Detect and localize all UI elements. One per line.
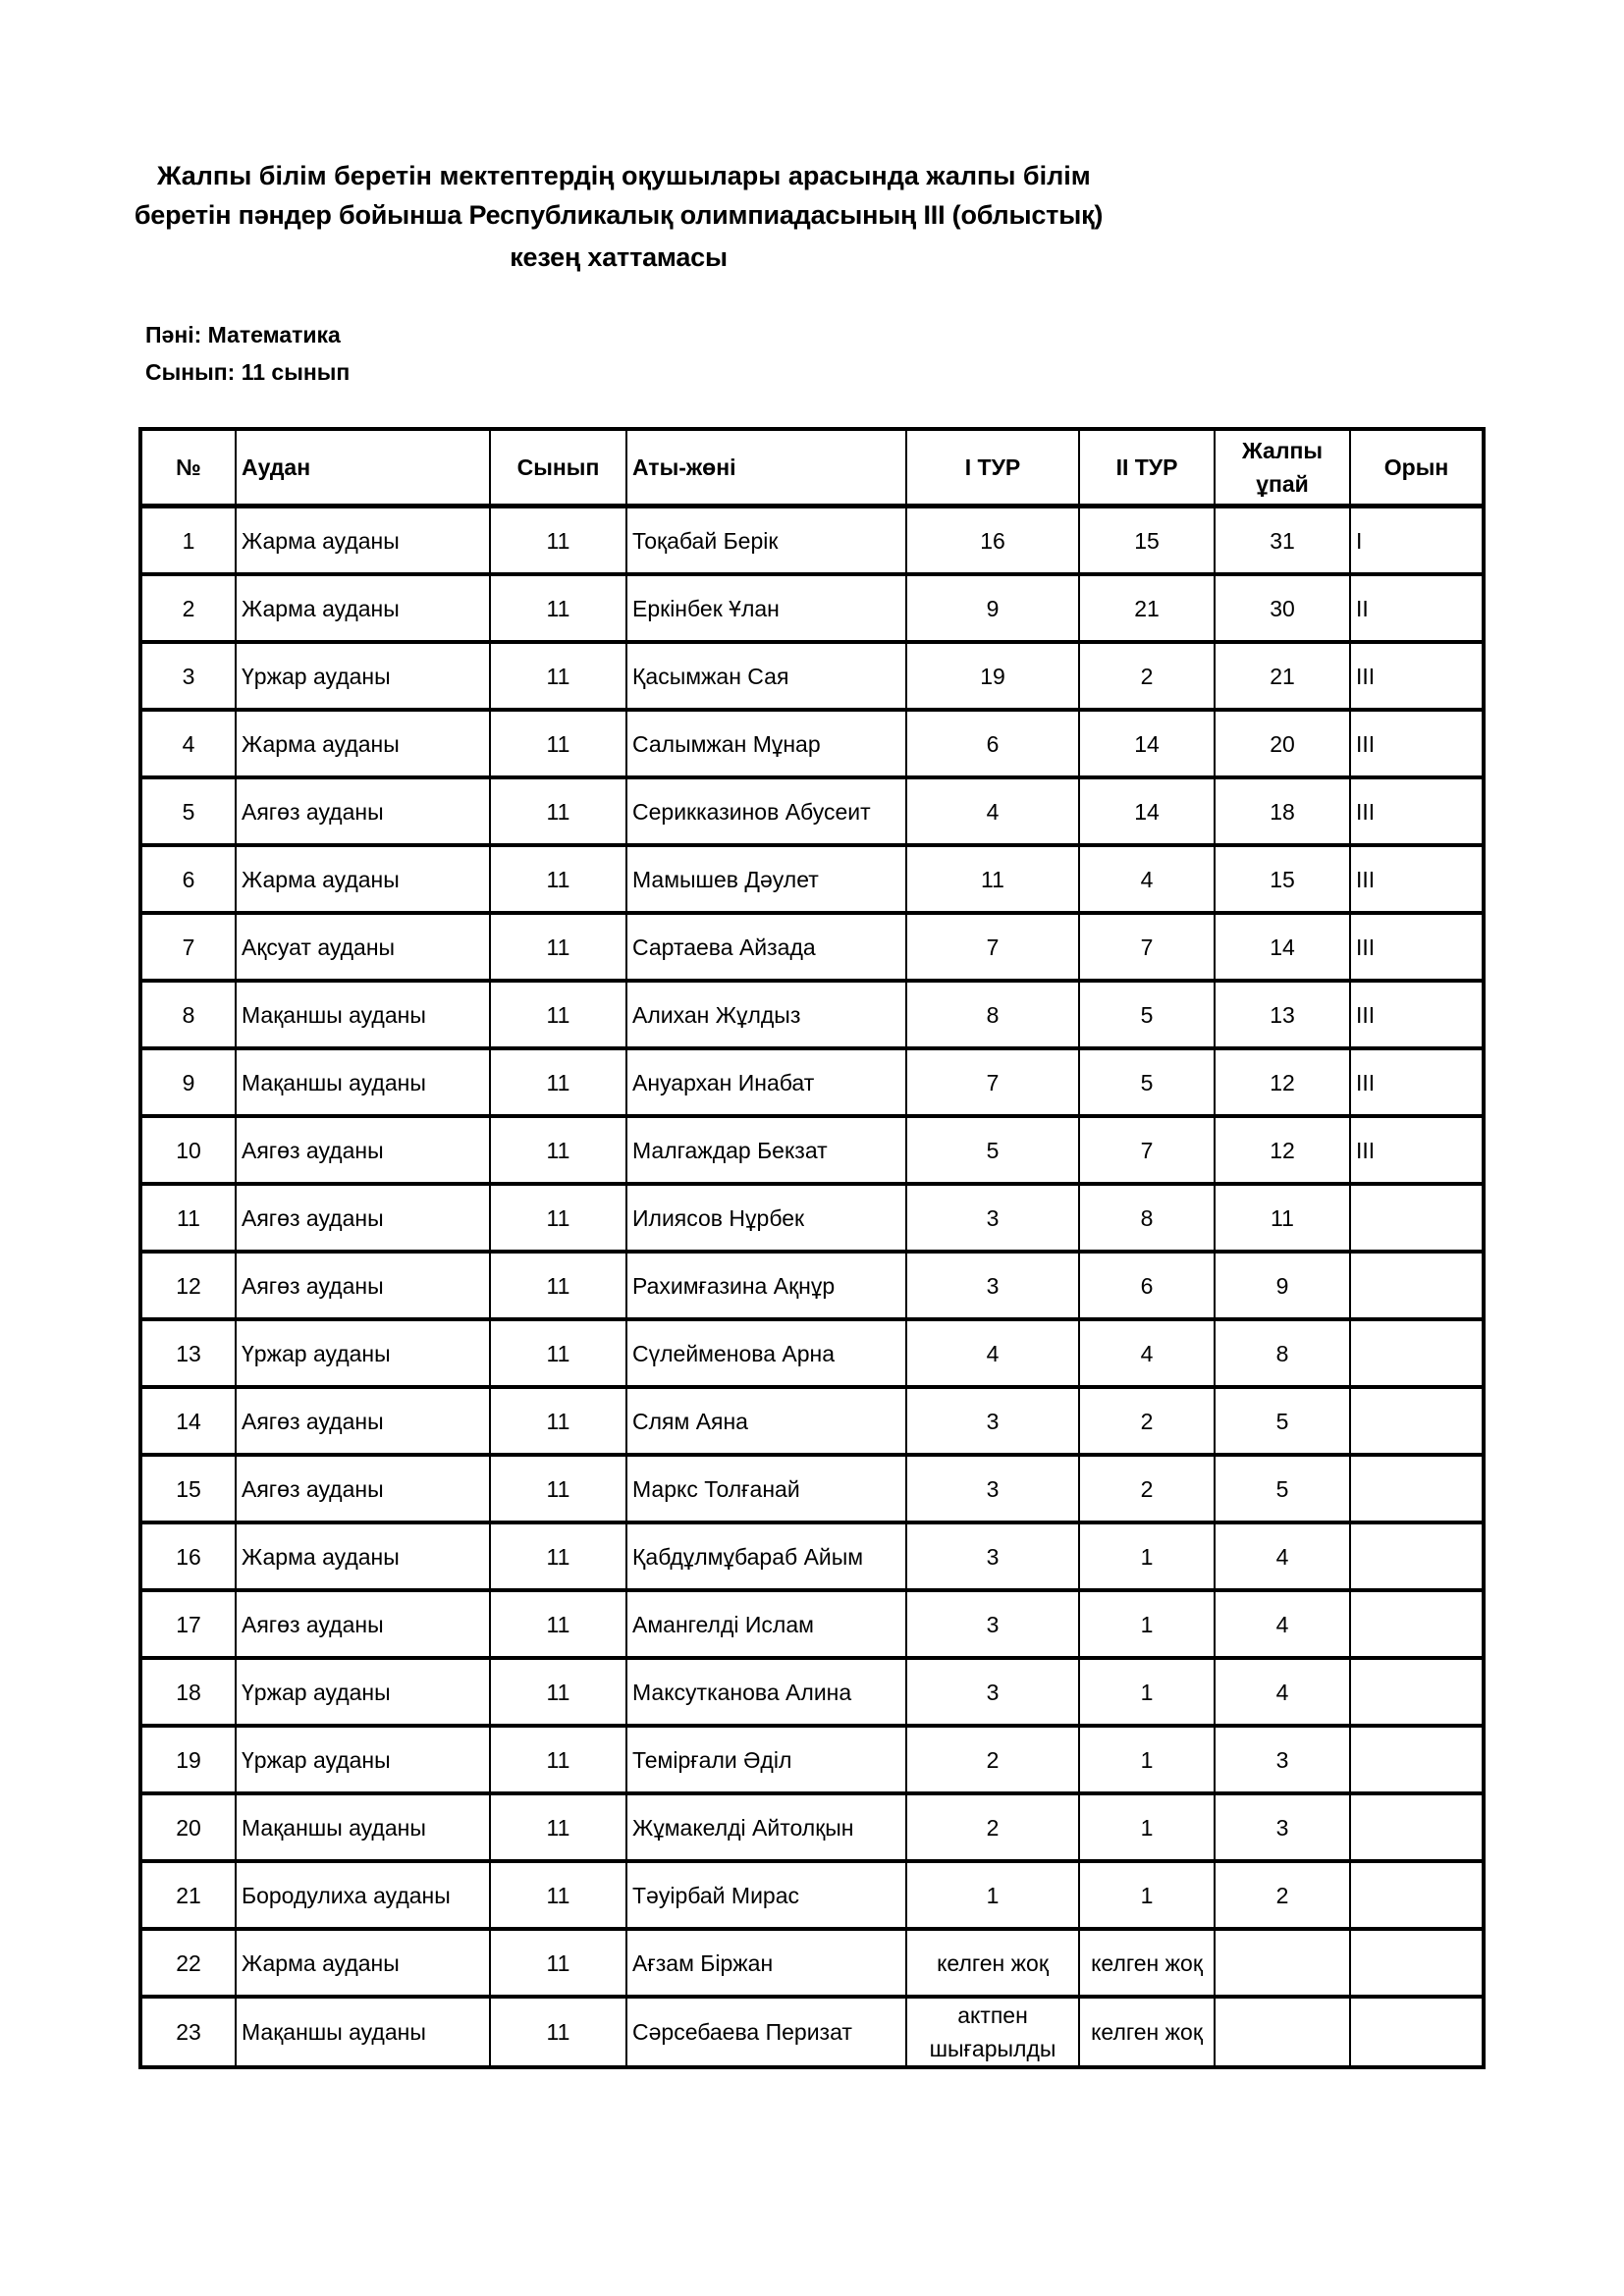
cell-tour1: 2 xyxy=(906,1726,1079,1793)
cell-place: III xyxy=(1350,642,1484,710)
cut-off-title-text: Жалпы білім беретін мектептердің оқушылары арасында жалпы білім xyxy=(157,161,1091,190)
cell-tour2: 1 xyxy=(1079,1793,1215,1861)
table-row xyxy=(140,710,1484,777)
cell-tour2: 2 xyxy=(1079,642,1215,710)
cell-grade: 11 xyxy=(490,1861,626,1929)
cell-tour1: 3 xyxy=(906,1387,1079,1455)
cell-tour1: 19 xyxy=(906,642,1079,710)
cell-num: 7 xyxy=(140,913,236,981)
cell-tour2: 4 xyxy=(1079,1319,1215,1387)
cell-tour1: 7 xyxy=(906,1048,1079,1116)
cell-total xyxy=(1215,1929,1350,1997)
table-row xyxy=(140,1726,1484,1793)
cell-total: 4 xyxy=(1215,1590,1350,1658)
cell-tour2: келген жоқ xyxy=(1079,1929,1215,1997)
cell-total: 13 xyxy=(1215,981,1350,1048)
cell-district: Аягөз ауданы xyxy=(236,1184,490,1252)
cell-tour1: келген жоқ xyxy=(906,1929,1079,1997)
cell-tour1: 2 xyxy=(906,1793,1079,1861)
cell-grade: 11 xyxy=(490,710,626,777)
cell-name: Сүлейменова Арна xyxy=(626,1319,906,1387)
cell-place xyxy=(1350,1861,1484,1929)
cell-district: Мақаншы ауданы xyxy=(236,1048,490,1116)
cell-place xyxy=(1350,1184,1484,1252)
cell-name: Амангелді Ислам xyxy=(626,1590,906,1658)
cell-total: 12 xyxy=(1215,1048,1350,1116)
document-title-line-1: беретін пәндер бойынша Республикалық олимпиадасының ІІІ (облыстық) xyxy=(134,200,1104,230)
cell-place: III xyxy=(1350,710,1484,777)
cell-tour1: 6 xyxy=(906,710,1079,777)
table-row xyxy=(140,507,1484,575)
cell-place xyxy=(1350,1252,1484,1319)
cell-place: II xyxy=(1350,574,1484,642)
cell-name: Еркінбек Ұлан xyxy=(626,574,906,642)
cell-grade: 11 xyxy=(490,1387,626,1455)
cell-district: Мақаншы ауданы xyxy=(236,981,490,1048)
cell-total: 31 xyxy=(1215,507,1350,575)
cell-place xyxy=(1350,1793,1484,1861)
cell-district: Жарма ауданы xyxy=(236,574,490,642)
cell-district: Үржар ауданы xyxy=(236,1319,490,1387)
cell-tour2: 2 xyxy=(1079,1387,1215,1455)
cell-place xyxy=(1350,1726,1484,1793)
header-total: Жалпы ұпай xyxy=(1215,429,1350,507)
cell-district: Бородулиха ауданы xyxy=(236,1861,490,1929)
cell-name: Маркс Толғанай xyxy=(626,1455,906,1522)
cell-tour1: актпен шығарылды xyxy=(906,1997,1079,2067)
table-row xyxy=(140,981,1484,1048)
header-tour2: ІІ ТУР xyxy=(1079,429,1215,507)
cell-name: Мамышев Дәулет xyxy=(626,845,906,913)
cell-num: 18 xyxy=(140,1658,236,1726)
table-row xyxy=(140,913,1484,981)
cell-tour1: 8 xyxy=(906,981,1079,1048)
cell-district: Мақаншы ауданы xyxy=(236,1997,490,2067)
cell-num: 10 xyxy=(140,1116,236,1184)
cell-district: Жарма ауданы xyxy=(236,845,490,913)
cell-tour2: 7 xyxy=(1079,1116,1215,1184)
cell-num: 22 xyxy=(140,1929,236,1997)
cell-place xyxy=(1350,1387,1484,1455)
cell-num: 4 xyxy=(140,710,236,777)
cell-num: 16 xyxy=(140,1522,236,1590)
cell-tour1: 3 xyxy=(906,1522,1079,1590)
cell-grade: 11 xyxy=(490,1522,626,1590)
table-row xyxy=(140,1048,1484,1116)
cell-grade: 11 xyxy=(490,777,626,845)
cell-num: 19 xyxy=(140,1726,236,1793)
cell-tour2: 1 xyxy=(1079,1590,1215,1658)
cell-total: 4 xyxy=(1215,1658,1350,1726)
table-row xyxy=(140,777,1484,845)
cell-district: Аягөз ауданы xyxy=(236,1252,490,1319)
cell-tour1: 4 xyxy=(906,777,1079,845)
cell-total xyxy=(1215,1997,1350,2067)
cell-district: Аягөз ауданы xyxy=(236,1455,490,1522)
cell-total: 18 xyxy=(1215,777,1350,845)
cell-tour1: 1 xyxy=(906,1861,1079,1929)
cell-grade: 11 xyxy=(490,1590,626,1658)
table-row xyxy=(140,845,1484,913)
cell-grade: 11 xyxy=(490,1997,626,2067)
cell-place xyxy=(1350,1319,1484,1387)
cell-total: 5 xyxy=(1215,1455,1350,1522)
cell-tour1: 3 xyxy=(906,1455,1079,1522)
cell-name: Сәрсебаева Перизат xyxy=(626,1997,906,2067)
cell-num: 1 xyxy=(140,507,236,575)
cell-num: 5 xyxy=(140,777,236,845)
cell-tour2: 5 xyxy=(1079,981,1215,1048)
cell-tour2: келген жоқ xyxy=(1079,1997,1215,2067)
cell-num: 13 xyxy=(140,1319,236,1387)
cell-name: Слям Аяна xyxy=(626,1387,906,1455)
header-district: Аудан xyxy=(236,429,490,507)
cell-total: 11 xyxy=(1215,1184,1350,1252)
cell-name: Сартаева Айзада xyxy=(626,913,906,981)
document-title-line-2: кезең хаттамасы xyxy=(510,242,728,272)
cell-name: Қабдұлмұбараб Айым xyxy=(626,1522,906,1590)
cell-grade: 11 xyxy=(490,1658,626,1726)
cell-district: Жарма ауданы xyxy=(236,710,490,777)
cell-grade: 11 xyxy=(490,1252,626,1319)
cell-name: Ануархан Инабат xyxy=(626,1048,906,1116)
cell-place xyxy=(1350,1455,1484,1522)
cell-tour2: 21 xyxy=(1079,574,1215,642)
cell-total: 5 xyxy=(1215,1387,1350,1455)
table-row xyxy=(140,1929,1484,1997)
cell-tour2: 6 xyxy=(1079,1252,1215,1319)
cell-district: Жарма ауданы xyxy=(236,1522,490,1590)
cell-num: 15 xyxy=(140,1455,236,1522)
table-header-row xyxy=(140,429,1484,507)
header-num: № xyxy=(140,429,236,507)
cell-name: Ағзам Біржан xyxy=(626,1929,906,1997)
cell-tour2: 8 xyxy=(1079,1184,1215,1252)
cell-total: 3 xyxy=(1215,1793,1350,1861)
cell-place xyxy=(1350,1997,1484,2067)
cell-total: 15 xyxy=(1215,845,1350,913)
cell-name: Темірғали Әділ xyxy=(626,1726,906,1793)
cell-total: 12 xyxy=(1215,1116,1350,1184)
cell-name: Рахимғазина Ақнұр xyxy=(626,1252,906,1319)
cell-total: 9 xyxy=(1215,1252,1350,1319)
cell-tour1: 11 xyxy=(906,845,1079,913)
cell-num: 6 xyxy=(140,845,236,913)
cell-total: 8 xyxy=(1215,1319,1350,1387)
cell-tour1: 3 xyxy=(906,1658,1079,1726)
cell-total: 30 xyxy=(1215,574,1350,642)
cell-num: 9 xyxy=(140,1048,236,1116)
cell-tour2: 1 xyxy=(1079,1658,1215,1726)
table-row xyxy=(140,642,1484,710)
cell-tour1: 16 xyxy=(906,507,1079,575)
table-row xyxy=(140,1184,1484,1252)
cell-tour2: 14 xyxy=(1079,777,1215,845)
cell-name: Максутканова Алина xyxy=(626,1658,906,1726)
table-row xyxy=(140,1658,1484,1726)
cell-tour2: 1 xyxy=(1079,1726,1215,1793)
cell-num: 20 xyxy=(140,1793,236,1861)
cell-district: Аягөз ауданы xyxy=(236,1387,490,1455)
cell-num: 12 xyxy=(140,1252,236,1319)
cell-district: Үржар ауданы xyxy=(236,1726,490,1793)
cell-num: 8 xyxy=(140,981,236,1048)
cell-place: III xyxy=(1350,913,1484,981)
cell-place: III xyxy=(1350,845,1484,913)
cell-total: 20 xyxy=(1215,710,1350,777)
cell-district: Мақаншы ауданы xyxy=(236,1793,490,1861)
cell-total: 14 xyxy=(1215,913,1350,981)
grade-label: Сынып: 11 сынып xyxy=(145,359,351,385)
cell-district: Үржар ауданы xyxy=(236,1658,490,1726)
cell-name: Жұмакелді Айтолқын xyxy=(626,1793,906,1861)
cell-tour2: 1 xyxy=(1079,1522,1215,1590)
cell-name: Тоқабай Берік xyxy=(626,507,906,575)
table-row xyxy=(140,1319,1484,1387)
cell-name: Алихан Жұлдыз xyxy=(626,981,906,1048)
cell-grade: 11 xyxy=(490,574,626,642)
cell-grade: 11 xyxy=(490,845,626,913)
cell-district: Жарма ауданы xyxy=(236,1929,490,1997)
cell-grade: 11 xyxy=(490,507,626,575)
cell-tour2: 5 xyxy=(1079,1048,1215,1116)
header-name: Аты-жөні xyxy=(626,429,906,507)
cell-place xyxy=(1350,1522,1484,1590)
cell-place xyxy=(1350,1658,1484,1726)
cell-district: Аягөз ауданы xyxy=(236,1116,490,1184)
table-row xyxy=(140,1387,1484,1455)
cell-num: 14 xyxy=(140,1387,236,1455)
cell-grade: 11 xyxy=(490,1793,626,1861)
cell-num: 17 xyxy=(140,1590,236,1658)
cell-tour1: 7 xyxy=(906,913,1079,981)
results-table xyxy=(138,427,1486,2069)
table-row xyxy=(140,1455,1484,1522)
cell-name: Қасымжан Сая xyxy=(626,642,906,710)
table-row xyxy=(140,1997,1484,2067)
cell-district: Аягөз ауданы xyxy=(236,1590,490,1658)
cell-place xyxy=(1350,1590,1484,1658)
cell-num: 21 xyxy=(140,1861,236,1929)
table-row xyxy=(140,1590,1484,1658)
cell-name: Малгаждар Бекзат xyxy=(626,1116,906,1184)
cell-place: III xyxy=(1350,777,1484,845)
cell-place xyxy=(1350,1929,1484,1997)
cell-tour2: 1 xyxy=(1079,1861,1215,1929)
cell-num: 23 xyxy=(140,1997,236,2067)
cell-grade: 11 xyxy=(490,913,626,981)
table-row xyxy=(140,1793,1484,1861)
subject-label: Пәні: Математика xyxy=(145,322,341,347)
cell-tour1: 9 xyxy=(906,574,1079,642)
header-place: Орын xyxy=(1350,429,1484,507)
cell-tour2: 4 xyxy=(1079,845,1215,913)
cell-num: 2 xyxy=(140,574,236,642)
table-row xyxy=(140,574,1484,642)
cell-tour2: 2 xyxy=(1079,1455,1215,1522)
cell-num: 11 xyxy=(140,1184,236,1252)
cell-tour1: 3 xyxy=(906,1590,1079,1658)
cell-grade: 11 xyxy=(490,1726,626,1793)
cell-grade: 11 xyxy=(490,1116,626,1184)
cell-tour1: 3 xyxy=(906,1184,1079,1252)
header-grade: Сынып xyxy=(490,429,626,507)
cell-grade: 11 xyxy=(490,1319,626,1387)
cell-place: III xyxy=(1350,981,1484,1048)
cell-place: I xyxy=(1350,507,1484,575)
header-tour1: І ТУР xyxy=(906,429,1079,507)
cell-tour2: 14 xyxy=(1079,710,1215,777)
cell-district: Ақсуат ауданы xyxy=(236,913,490,981)
cell-place: III xyxy=(1350,1116,1484,1184)
table-row xyxy=(140,1861,1484,1929)
cell-num: 3 xyxy=(140,642,236,710)
cell-tour1: 3 xyxy=(906,1252,1079,1319)
cell-total: 2 xyxy=(1215,1861,1350,1929)
cell-tour2: 7 xyxy=(1079,913,1215,981)
cell-tour2: 15 xyxy=(1079,507,1215,575)
cell-tour1: 4 xyxy=(906,1319,1079,1387)
table-row xyxy=(140,1252,1484,1319)
cell-grade: 11 xyxy=(490,1455,626,1522)
cell-grade: 11 xyxy=(490,642,626,710)
cell-grade: 11 xyxy=(490,1048,626,1116)
cell-district: Жарма ауданы xyxy=(236,507,490,575)
cell-name: Тәуірбай Мирас xyxy=(626,1861,906,1929)
cell-grade: 11 xyxy=(490,1929,626,1997)
cell-grade: 11 xyxy=(490,1184,626,1252)
cell-place: III xyxy=(1350,1048,1484,1116)
table-row xyxy=(140,1116,1484,1184)
cell-name: Илиясов Нұрбек xyxy=(626,1184,906,1252)
cell-district: Үржар ауданы xyxy=(236,642,490,710)
cell-total: 21 xyxy=(1215,642,1350,710)
cell-name: Серикказинов Абусеит xyxy=(626,777,906,845)
cell-grade: 11 xyxy=(490,981,626,1048)
cell-tour1: 5 xyxy=(906,1116,1079,1184)
cut-off-title-line xyxy=(157,161,1091,190)
cell-total: 4 xyxy=(1215,1522,1350,1590)
table-row xyxy=(140,1522,1484,1590)
cell-total: 3 xyxy=(1215,1726,1350,1793)
cell-name: Салымжан Мұнар xyxy=(626,710,906,777)
cell-district: Аягөз ауданы xyxy=(236,777,490,845)
